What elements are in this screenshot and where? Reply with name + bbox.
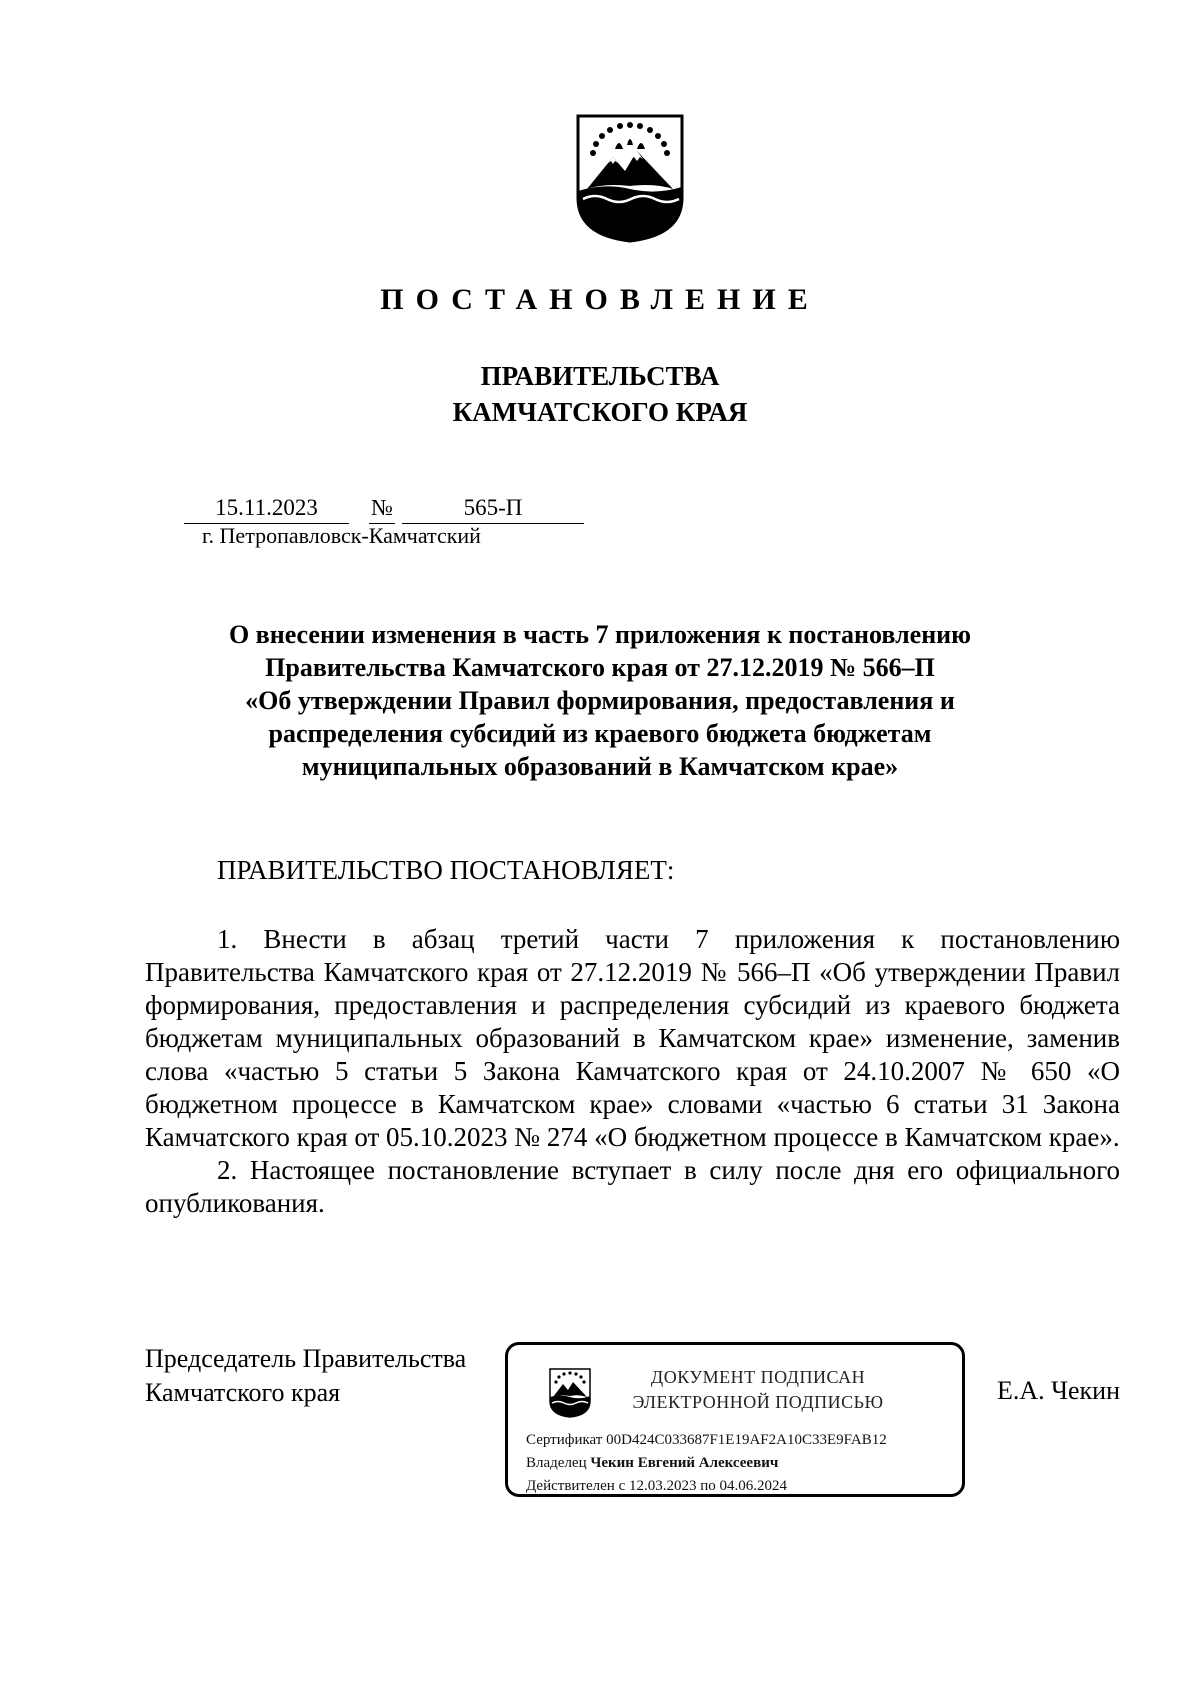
valid-label: Действителен <box>526 1478 615 1494</box>
subject-line: О внесении изменения в часть 7 приложения к постановлению <box>228 620 972 649</box>
certificate-label: Сертификат <box>526 1432 603 1448</box>
issuing-authority <box>0 358 1200 430</box>
signatory-name: Е.А. Чекин <box>996 1376 1120 1405</box>
position-line: Председатель Правительства <box>145 1344 467 1373</box>
subject-line: «Об утверждении Правил формирования, предоставления и <box>245 686 955 715</box>
document-subject <box>150 618 1050 783</box>
registration-city: г. Петропавловск-Камчатский <box>202 523 481 548</box>
valid-from: 12.03.2023 <box>628 1478 697 1494</box>
kamchatka-coat-of-arms-icon <box>575 113 685 243</box>
electronic-signature-stamp <box>505 1342 965 1497</box>
subject-line: муниципальных образований в Камчатском крае» <box>301 752 899 781</box>
registration-date: 15.11.2023 <box>184 495 349 524</box>
number-sign: № <box>369 495 395 524</box>
stamp-title-line: ЭЛЕКТРОННОЙ ПОДПИСЬЮ <box>632 1392 884 1412</box>
stamp-title-line: ДОКУМЕНТ ПОДПИСАН <box>650 1367 866 1387</box>
valid-from-label: с <box>618 1478 626 1494</box>
body-paragraph: 1. Внести в абзац третий части 7 приложения к постановлению Правительства Камчатского края от 27.12.2019 № 566–П «Об утверждении Правил формирования, предоставления и распределения субсидий из краевого бюджета бюджетам муниципальных образований в Камчатском крае» изменение, заменив слова «частью 5 статьи 5 Закона Камчатского края от 24.10.2007 № 650 «О бюджетном процессе в Камчатском крае» словами «частью 6 статьи 31 Закона Камчатского края от 05.10.2023 № 274 «О бюджетном процессе в Камчатском крае». <box>145 924 1120 1152</box>
position-line: Камчатского края <box>145 1378 341 1407</box>
stamp-validity <box>526 1478 787 1495</box>
registration-number: 565-П <box>402 495 584 524</box>
document-type-title: ПОСТАНОВЛЕНИЕ <box>380 283 820 316</box>
stamp-title <box>618 1365 898 1415</box>
kamchatka-coat-of-arms-icon <box>548 1367 592 1419</box>
valid-to-label: по <box>700 1478 716 1494</box>
decree-statement: ПРАВИТЕЛЬСТВО ПОСТАНОВЛЯЕТ: <box>217 855 675 885</box>
signatory-position <box>145 1342 505 1410</box>
subject-line: распределения субсидий из краевого бюджета бюджетам <box>268 719 932 748</box>
valid-to: 04.06.2024 <box>719 1478 788 1494</box>
body-paragraph: 2. Настоящее постановление вступает в силу после дня его официального опубликования. <box>145 1155 1120 1218</box>
owner-value: Чекин Евгений Алексеевич <box>590 1455 779 1471</box>
authority-line: КАМЧАТСКОГО КРАЯ <box>452 397 748 427</box>
stamp-owner <box>526 1455 778 1472</box>
certificate-value: 00D424C033687F1E19AF2A10C33E9FAB12 <box>606 1432 887 1448</box>
stamp-certificate <box>526 1432 887 1449</box>
document-body <box>145 923 1120 1220</box>
authority-line: ПРАВИТЕЛЬСТВА <box>480 361 720 391</box>
owner-label: Владелец <box>526 1455 587 1471</box>
subject-line: Правительства Камчатского края от 27.12.2019 № 566–П <box>265 653 935 682</box>
